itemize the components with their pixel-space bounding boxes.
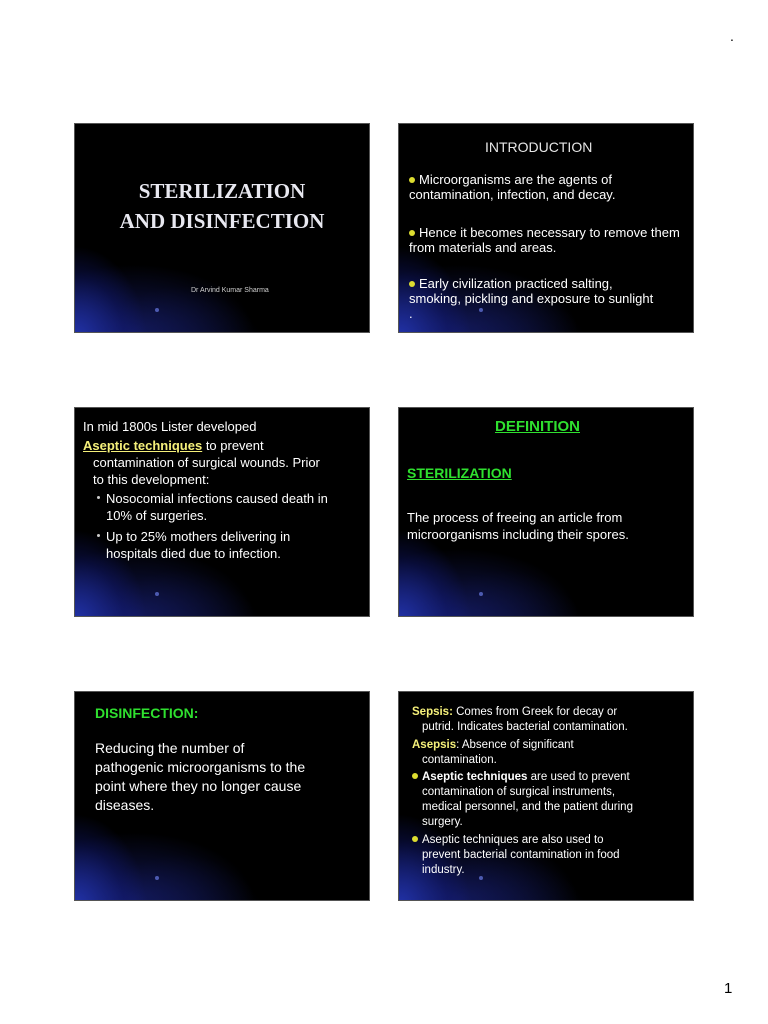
aseptic-bullet-2-line-2: prevent bacterial contamination in food — [422, 849, 620, 861]
contamination-line-2: to this development: — [93, 472, 210, 487]
sub-bullet-2: Up to 25% mothers delivering in — [97, 528, 290, 545]
corner-mark: . — [730, 28, 734, 44]
aseptic-bullet-1-line-2: contamination of surgical instruments, — [422, 786, 616, 798]
introduction-heading: INTRODUCTION — [485, 139, 593, 155]
aseptic-bullet-1: Aseptic techniques are used to prevent — [412, 770, 630, 785]
definition-heading: DEFINITION — [495, 418, 580, 435]
disinfection-line-1: Reducing the number of — [95, 740, 245, 756]
asepsis-term: Asepsis — [412, 739, 457, 751]
sub-bullet-2-cont: hospitals died due to infection. — [106, 546, 281, 561]
page-number: 1 — [724, 980, 733, 997]
aseptic-bullet-2-line-3: industry. — [422, 864, 465, 876]
title-line-2: AND DISINFECTION — [119, 209, 325, 233]
asepsis-line: Asepsis: Absence of significant — [412, 739, 574, 751]
sub-bullet-1: Nosocomial infections caused death in — [97, 490, 328, 507]
bullet-dot-icon — [412, 836, 418, 842]
disinfection-line-2: pathogenic microorganisms to the — [95, 759, 306, 775]
sub-bullet-1-cont: 10% of surgeries. — [106, 508, 208, 523]
bullet-dot-icon — [412, 773, 418, 779]
aseptic-line: Aseptic techniques to prevent — [83, 438, 264, 453]
slide-sepsis-asepsis — [398, 691, 694, 901]
disinfection-heading: DISINFECTION: — [95, 705, 199, 721]
intro-bullet-1: Microorganisms are the agents of contamination, infection, and decay. — [409, 172, 616, 202]
sub-bullet-dot-icon — [97, 496, 100, 499]
intro-bullet-3: Early civilization practiced salting, smoking, pickling and exposure to sunlight . — [409, 276, 654, 321]
sepsis-term: Sepsis: — [412, 706, 453, 718]
bullet-dot-icon — [409, 281, 415, 287]
asepsis-line-2: contamination. — [422, 754, 497, 766]
slide-lister — [74, 407, 370, 617]
disinfection-definition — [95, 739, 305, 815]
disinfection-line-4: diseases. — [95, 797, 155, 813]
contamination-line-1: contamination of surgical wounds. Prior — [93, 455, 320, 470]
disinfection-line-3: point where they no longer cause — [95, 778, 302, 794]
slide-disinfection — [74, 691, 370, 901]
lister-line: In mid 1800s Lister developed — [83, 419, 257, 434]
aseptic-bullet-2: Aseptic techniques are also used to — [412, 833, 604, 848]
intro-bullet-2: Hence it becomes necessary to remove them from materials and areas. — [409, 225, 680, 255]
slide-definition — [398, 407, 694, 617]
aseptic-bullet-1-line-3: medical personnel, and the patient during — [422, 801, 633, 813]
aseptic-techniques-term: Aseptic techniques — [83, 438, 203, 453]
author-name: Dr Arvind Kumar Sharma — [191, 287, 269, 294]
sepsis-line: Sepsis: Comes from Greek for decay or — [412, 706, 618, 718]
sterilization-definition-2: microorganisms including their spores. — [407, 527, 629, 542]
sterilization-subheading: STERILIZATION — [407, 465, 512, 481]
slide-title — [74, 123, 370, 333]
title-line-1: STERILIZATION — [138, 179, 306, 203]
bullet-dot-icon — [409, 230, 415, 236]
sterilization-definition-1: The process of freeing an article from — [407, 510, 623, 525]
bullet-dot-icon — [409, 177, 415, 183]
slide-title-heading — [75, 176, 369, 236]
sepsis-line-2: putrid. Indicates bacterial contamination. — [422, 721, 628, 733]
aseptic-bullet-1-line-4: surgery. — [422, 816, 463, 828]
sub-bullet-dot-icon — [97, 534, 100, 537]
slide-introduction — [398, 123, 694, 333]
